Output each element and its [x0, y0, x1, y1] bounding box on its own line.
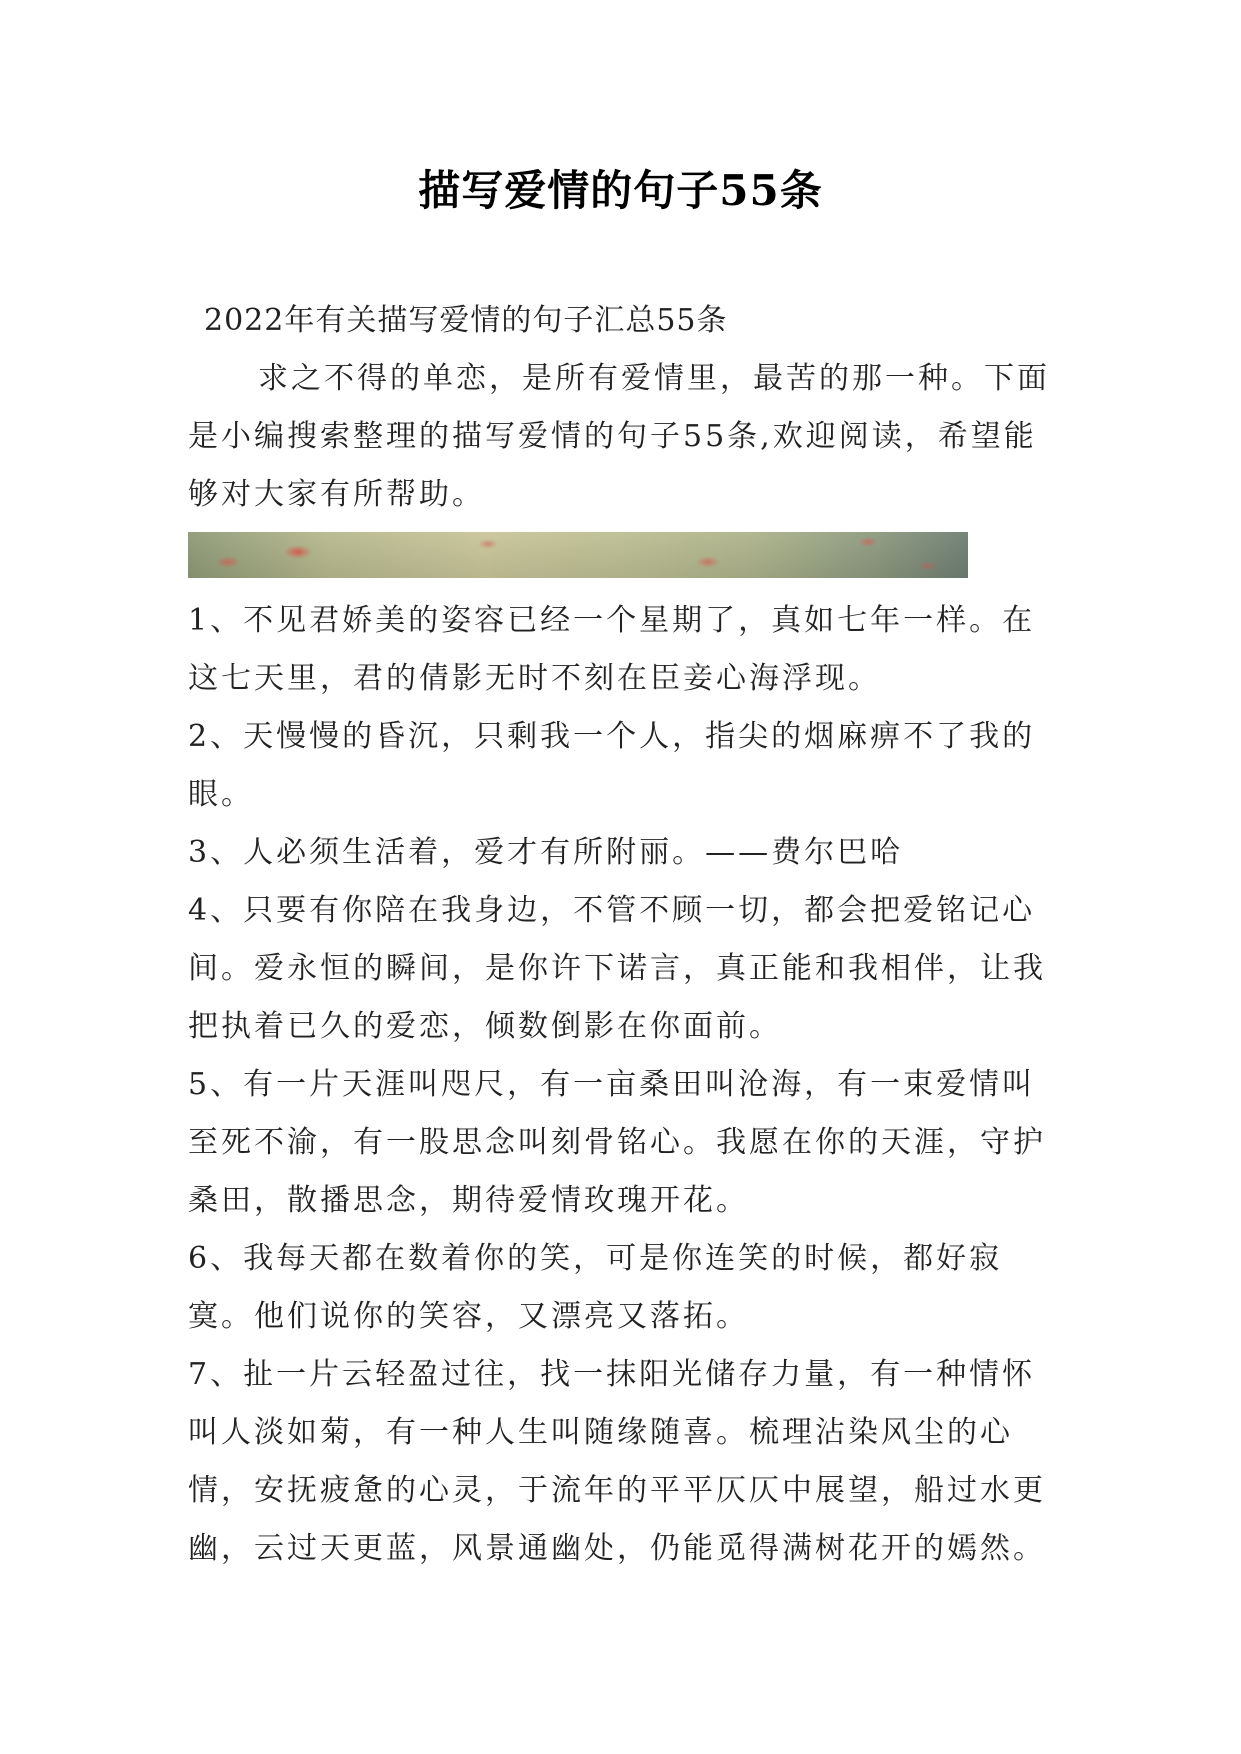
- list-item: 4、只要有你陪在我身边，不管不顾一切，都会把爱铭记心间。爱永恒的瞬间，是你许下诺言，真正能和我相伴，让我把执着已久的爱恋，倾数倒影在你面前。: [188, 893, 1046, 1044]
- document-subtitle: 2022年有关描写爱情的句子汇总55条: [204, 303, 728, 338]
- list-item: 2、天慢慢的昏沉，只剩我一个人，指尖的烟麻痹不了我的眼。: [188, 719, 1036, 812]
- page-title: 描写爱情的句子55条: [418, 166, 823, 215]
- list-item: 5、有一片天涯叫咫尺，有一亩桑田叫沧海，有一束爱情叫至死不渝，有一股思念叫刻骨铭心。我愿在你的天涯，守护桑田，散播思念，期待爱情玫瑰开花。: [188, 1067, 1046, 1218]
- document-body: [188, 292, 1068, 1578]
- intro-paragraph: 求之不得的单恋，是所有爱情里，最苦的那一种。下面是小编搜索整理的描写爱情的句子55条,欢迎阅读，希望能够对大家有所帮助。: [188, 361, 1050, 512]
- list-item: 6、我每天都在数着你的笑，可是你连笑的时候，都好寂寞。他们说你的笑容，又漂亮又落拓。: [188, 1241, 1003, 1334]
- list-item: 7、扯一片云轻盈过往，找一抹阳光储存力量，有一种情怀叫人淡如菊，有一种人生叫随缘随喜。梳理沾染风尘的心情，安抚疲惫的心灵，于流年的平平仄仄中展望，船过水更幽，云过天更蓝，风景通幽处，仍能觅得满树花开的嫣然。: [188, 1357, 1046, 1566]
- list-item: 1、不见君娇美的姿容已经一个星期了，真如七年一样。在这七天里，君的倩影无时不刻在臣妾心海浮现。: [188, 603, 1036, 696]
- decorative-banner-image: [188, 532, 968, 578]
- list-item: 3、人必须生活着，爱才有所附丽。——费尔巴哈: [188, 835, 904, 870]
